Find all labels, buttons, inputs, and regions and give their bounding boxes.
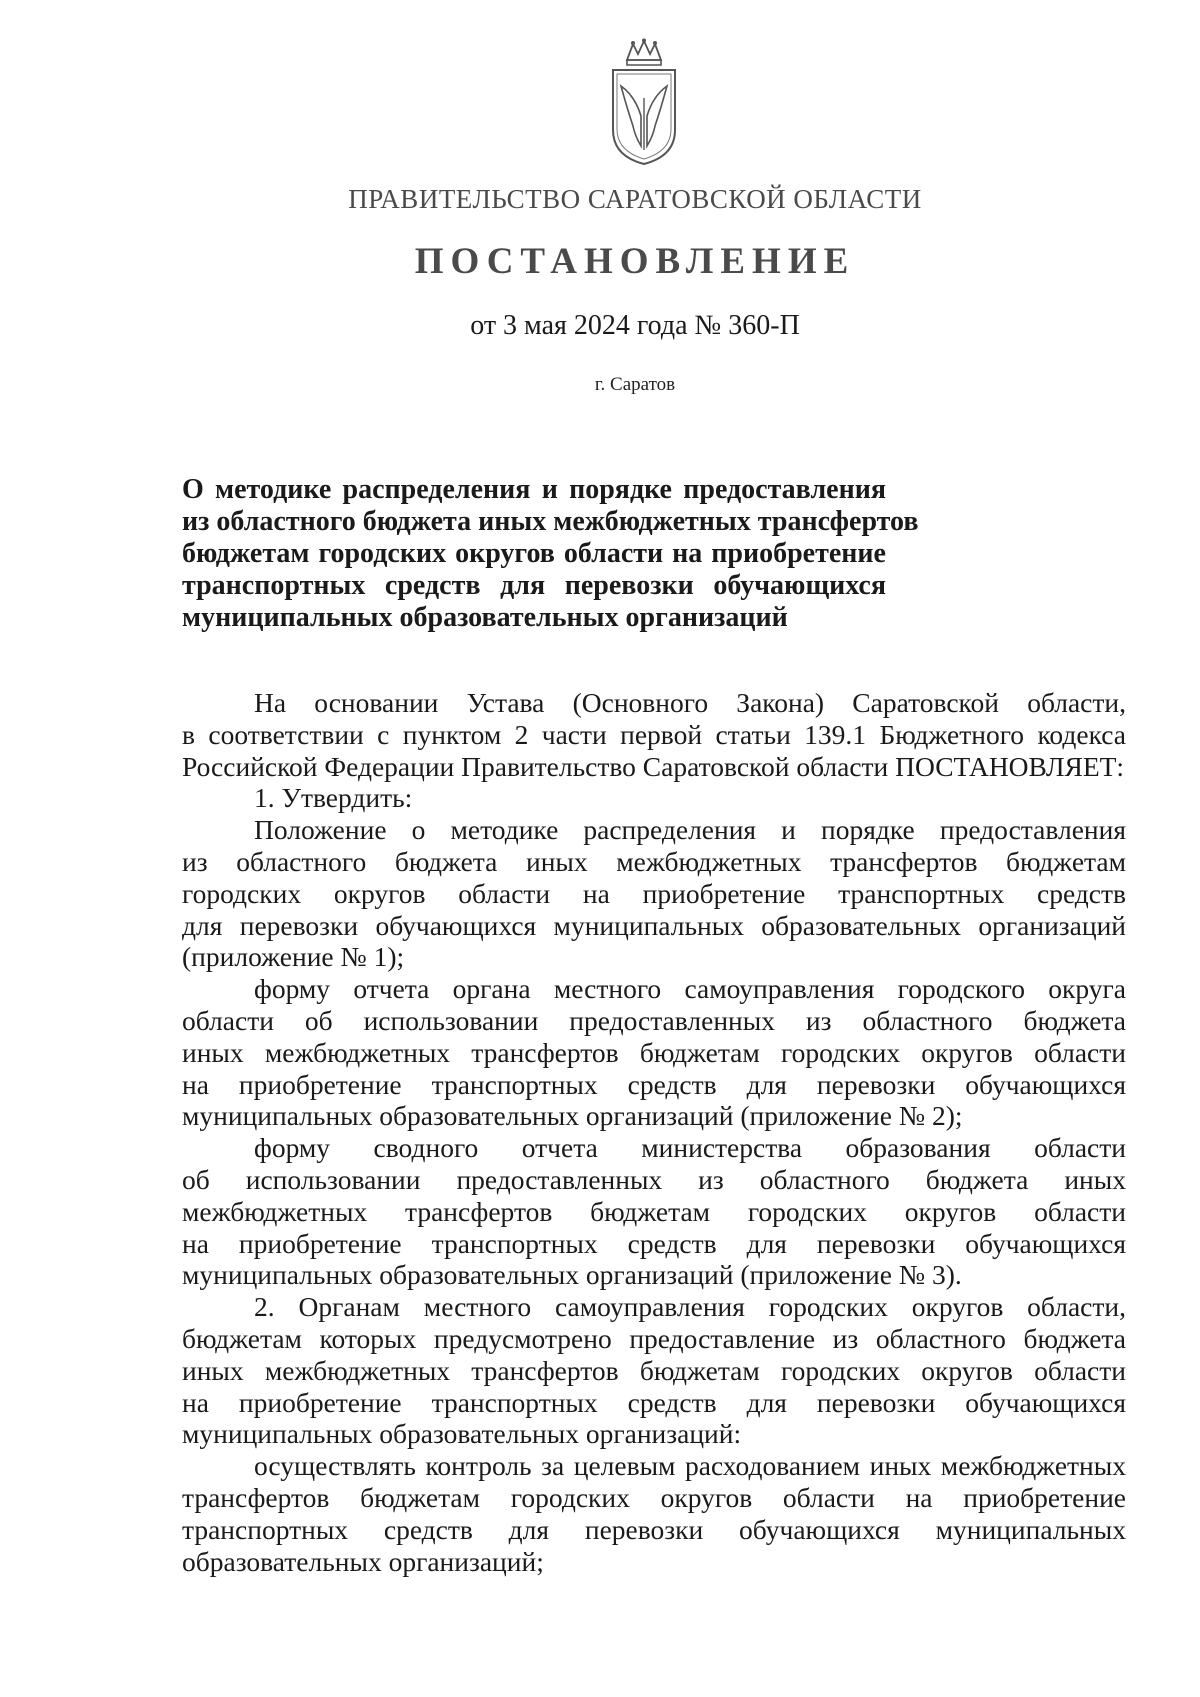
body-line: Российской Федерации Правительство Саратовской области ПОСТАНОВЛЯЕТ: — [182, 750, 1125, 782]
body-line: 1. Утвердить: — [254, 782, 413, 814]
body-line: образовательных организаций; — [182, 1545, 544, 1577]
body-line: осуществлять контроль за целевым расходованием иных межбюджетных — [254, 1450, 1126, 1482]
document-city: г. Саратов — [594, 374, 676, 395]
body-line: на приобретение транспортных средств для перевозки обучающихся — [182, 1227, 1126, 1259]
title-line: муниципальных образовательных организаций — [182, 602, 788, 633]
body-line: (приложение № 1); — [182, 941, 405, 973]
body-line: в соответствии с пунктом 2 части первой статьи 139.1 Бюджетного кодекса — [182, 718, 1126, 750]
title-line: из областного бюджета иных межбюджетных трансфертов — [182, 506, 919, 537]
body-line: На основании Устава (Основного Закона) Саратовской области, — [254, 687, 1126, 718]
body-line: транспортных средств для перевозки обучающихся муниципальных — [182, 1513, 1126, 1545]
body-line: муниципальных образовательных организаций: — [182, 1418, 742, 1450]
body-line: из областного бюджета иных межбюджетных трансфертов бюджетам — [182, 845, 1126, 877]
body-line: форму сводного отчета министерства образования области — [254, 1132, 1126, 1164]
body-line: муниципальных образовательных организаций (приложение № 3). — [182, 1259, 962, 1291]
organization-name: ПРАВИТЕЛЬСТВО САРАТОВСКОЙ ОБЛАСТИ — [348, 184, 922, 214]
title-line: транспортных средств для перевозки обучающихся — [182, 570, 886, 601]
body-line: муниципальных образовательных организаций (приложение № 2); — [182, 1100, 963, 1132]
document-type: ПОСТАНОВЛЕНИЕ — [414, 241, 856, 282]
body-line: на приобретение транспортных средств для перевозки обучающихся — [182, 1068, 1126, 1100]
document-body — [182, 687, 1126, 1577]
body-line: об использовании предоставленных из областного бюджета иных — [182, 1163, 1126, 1195]
title-line: О методике распределения и порядке предоставления — [182, 474, 886, 505]
body-line: бюджетам которых предусмотрено предоставление из областного бюджета — [182, 1322, 1126, 1354]
body-line: иных межбюджетных трансфертов бюджетам городских округов области — [182, 1036, 1126, 1068]
title-line: бюджетам городских округов области на приобретение — [182, 538, 886, 569]
body-line: области об использовании предоставленных из областного бюджета — [182, 1004, 1126, 1036]
body-line: форму отчета органа местного самоуправления городского округа — [254, 973, 1126, 1005]
body-line: межбюджетных трансфертов бюджетам городских округов области — [182, 1195, 1126, 1227]
document-title — [182, 474, 919, 634]
body-line: городских округов области на приобретение транспортных средств — [182, 877, 1126, 909]
document-date-number: от 3 мая 2024 года № 360-П — [470, 310, 800, 341]
body-line: иных межбюджетных трансфертов бюджетам городских округов области — [182, 1354, 1126, 1386]
body-line: на приобретение транспортных средств для перевозки обучающихся — [182, 1386, 1126, 1418]
body-line: трансфертов бюджетам городских округов области на приобретение — [182, 1481, 1126, 1513]
body-line: 2. Органам местного самоуправления городских округов области, — [254, 1291, 1126, 1323]
saratov-coat-of-arms-icon — [605, 38, 683, 168]
body-line: для перевозки обучающихся муниципальных образовательных организаций — [182, 909, 1126, 941]
body-line: Положение о методике распределения и порядке предоставления — [254, 814, 1126, 846]
